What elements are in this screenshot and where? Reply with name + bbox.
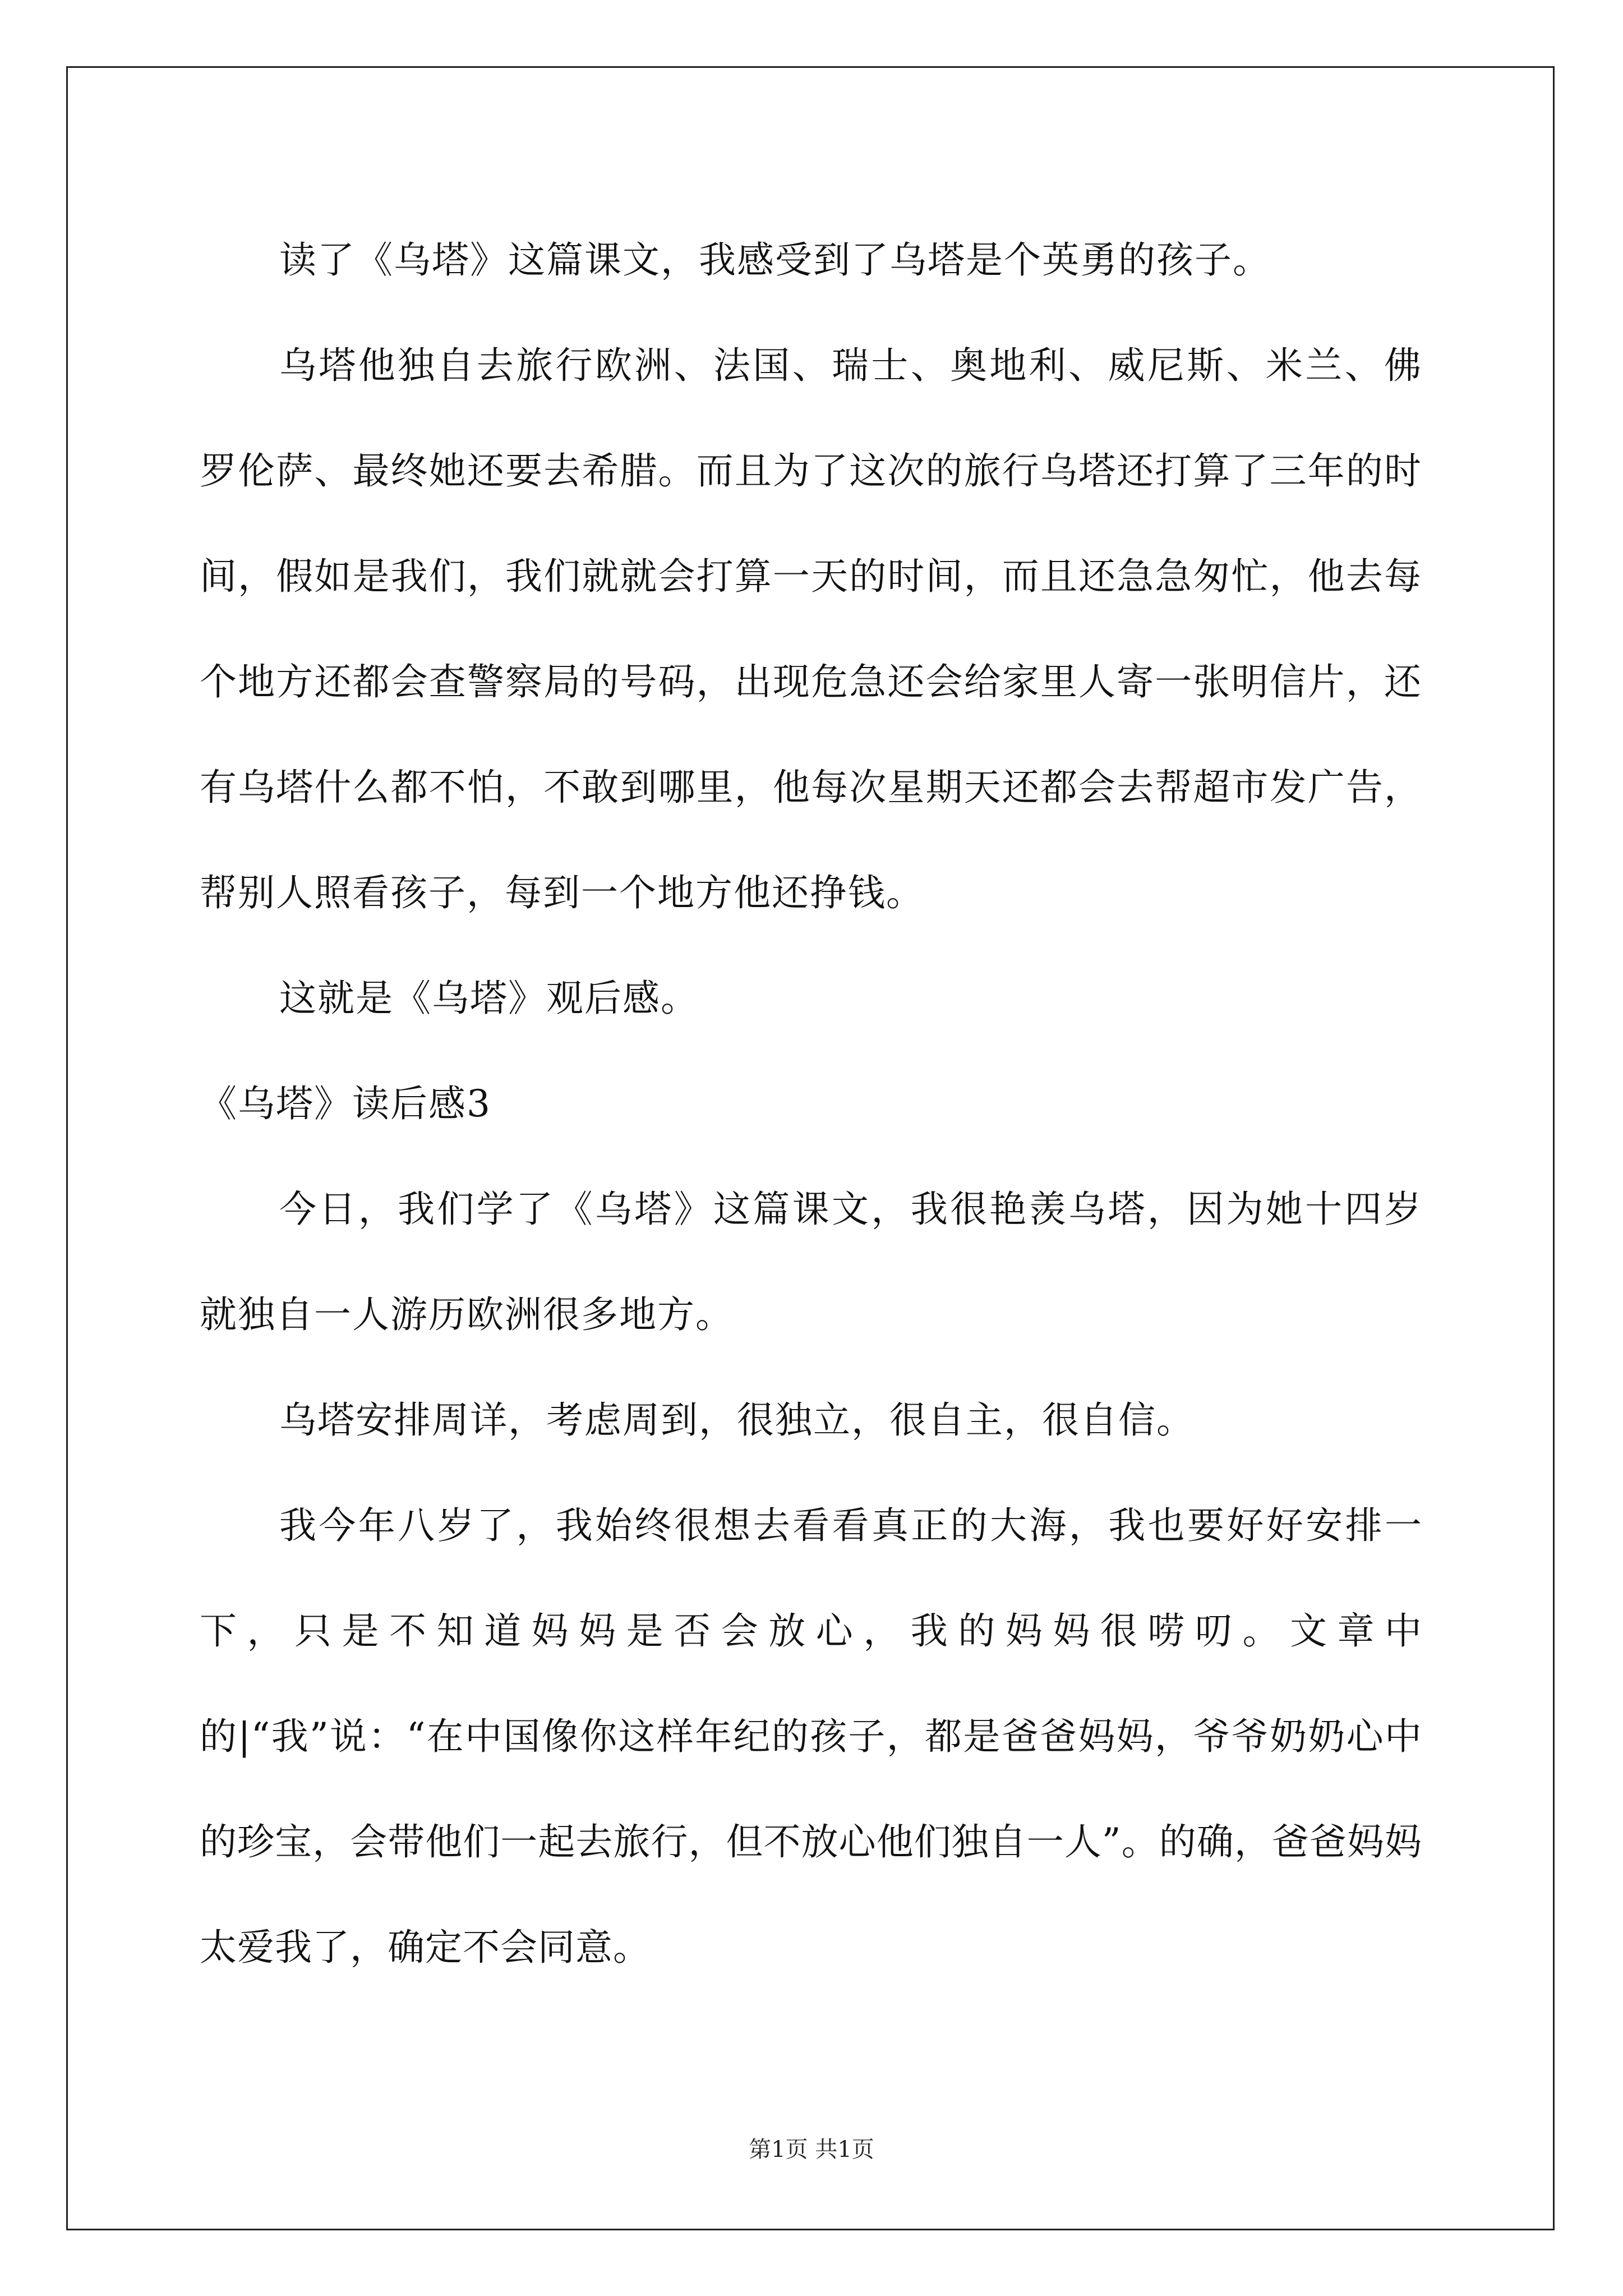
paragraph: 我今年八岁了，我始终很想去看看真正的大海，我也要好好安排一下，只是不知道妈妈是否会放心，我的妈妈很唠叨。文章中的|“我”说：“在中国像你这样年纪的孩子，都是爸爸妈妈，爷爷奶奶心中的珍宝，会带他们一起去旅行，但不放心他们独自一人”。的确，爸爸妈妈太爱我了，确定不会同意。 xyxy=(200,1504,1422,1969)
paragraph: 这就是《乌塔》观后感。 xyxy=(279,977,699,1020)
document-body xyxy=(200,208,1422,2000)
paragraph: 读了《乌塔》这篇课文，我感受到了乌塔是个英勇的孩子。 xyxy=(279,238,1271,282)
paragraph: 今日，我们学了《乌塔》这篇课文，我很艳羡乌塔，因为她十四岁就独自一人游历欧洲很多地方。 xyxy=(200,1188,1422,1336)
section-heading: 《乌塔》读后感3 xyxy=(200,1082,491,1125)
paragraph: 乌塔安排周详，考虑周到，很独立，很自主，很自信。 xyxy=(279,1398,1195,1442)
paragraph: 乌塔他独自去旅行欧洲、法国、瑞士、奥地利、威尼斯、米兰、佛罗伦萨、最终她还要去希腊。而且为了这次的旅行乌塔还打算了三年的时间，假如是我们，我们就就会打算一天的时间，而且还急急匆忙，他去每个地方还都会查警察局的号码，出现危急还会给家里人寄一张明信片，还有乌塔什么都不怕，不敢到哪里，他每次星期天还都会去帮超市发广告，帮别人照看孩子，每到一个地方他还挣钱。 xyxy=(200,344,1422,914)
page-footer: 第1页 共1页 xyxy=(749,2137,874,2162)
